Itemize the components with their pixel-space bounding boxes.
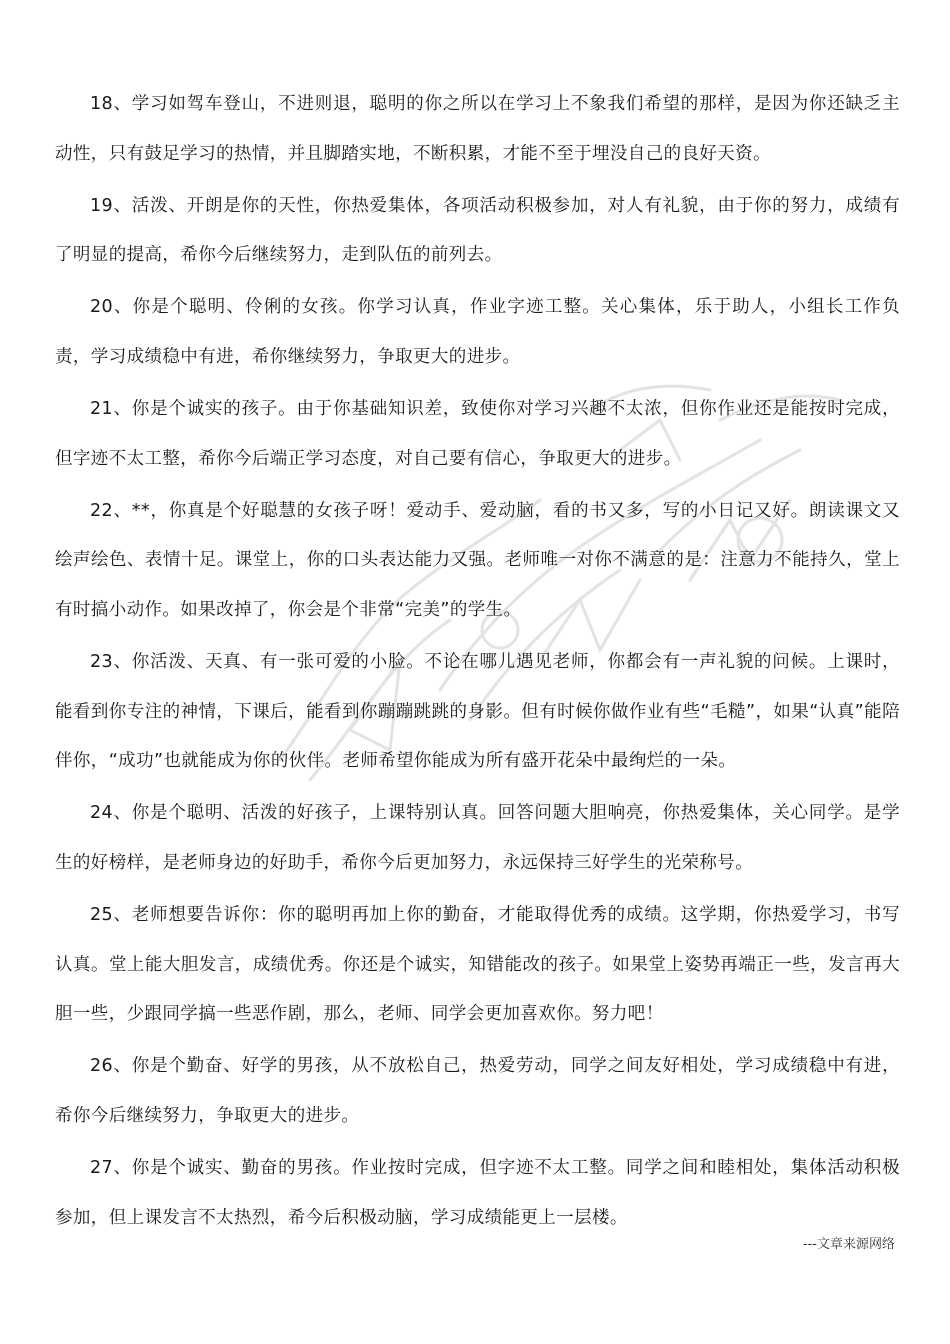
paragraph-22: 22、**，你真是个好聪慧的女孩子呀！爱动手、爱动脑，看的书又多，写的小日记又好。朗读课文又绘声绘色、表情十足。课堂上，你的口头表达能力又强。老师唯一对你不满意的是：注意力不能持久，堂上有时搞小动作。如果改掉了，你会是个非常“完美”的学生。 <box>55 500 900 620</box>
document-body <box>55 80 900 1246</box>
paragraph-23: 23、你活泼、天真、有一张可爱的小脸。不论在哪儿遇见老师，你都会有一声礼貌的问候。上课时，能看到你专注的神情，下课后，能看到你蹦蹦跳跳的身影。但有时候你做作业有些“毛糙”，如果“认真”能陪伴你，“成功”也就能成为你的伙伴。老师希望你能成为所有盛开花朵中最绚烂的一朵。 <box>55 652 900 772</box>
paragraph-25: 25、老师想要告诉你：你的聪明再加上你的勤奋，才能取得优秀的成绩。这学期，你热爱学习，书写认真。堂上能大胆发言，成绩优秀。你还是个诚实，知错能改的孩子。如果堂上姿势再端正一些，发言再大胆一些，少跟同学搞一些恶作剧，那么，老师、同学会更加喜欢你。努力吧！ <box>55 905 900 1025</box>
paragraph-19: 19、活泼、开朗是你的天性，你热爱集体，各项活动积极参加，对人有礼貌，由于你的努力，成绩有了明显的提高，希你今后继续努力，走到队伍的前列去。 <box>55 195 900 266</box>
paragraph-24: 24、你是个聪明、活泼的好孩子，上课特别认真。回答问题大胆响亮，你热爱集体，关心同学。是学生的好榜样，是老师身边的好助手，希你今后更加努力，永远保持三好学生的光荣称号。 <box>55 803 900 873</box>
paragraph-27: 27、你是个诚实、勤奋的男孩。作业按时完成，但字迹不太工整。同学之间和睦相处，集体活动积极参加，但上课发言不太热烈，希今后积极动脑，学习成绩能更上一层楼。 <box>55 1157 900 1228</box>
paragraph-21: 21、你是个诚实的孩子。由于你基础知识差，致使你对学习兴趣不太浓，但你作业还是能按时完成，但字迹不太工整，希你今后端正学习态度，对自己要有信心，争取更大的进步。 <box>55 399 900 469</box>
paragraph-26: 26、你是个勤奋、好学的男孩，从不放松自己，热爱劳动，同学之间友好相处，学习成绩稳中有进，希你今后继续努力，争取更大的进步。 <box>55 1056 900 1126</box>
source-note: ---文章来源网络 <box>802 1237 895 1252</box>
paragraph-18: 18、学习如驾车登山，不进则退，聪明的你之所以在学习上不象我们希望的那样，是因为你还缺乏主动性，只有鼓足学习的热情，并且脚踏实地，不断积累，才能不至于埋没自己的良好天资。 <box>55 94 900 164</box>
paragraph-20: 20、你是个聪明、伶俐的女孩。你学习认真，作业字迹工整。关心集体，乐于助人，小组长工作负责，学习成绩稳中有进，希你继续努力，争取更大的进步。 <box>55 297 900 367</box>
